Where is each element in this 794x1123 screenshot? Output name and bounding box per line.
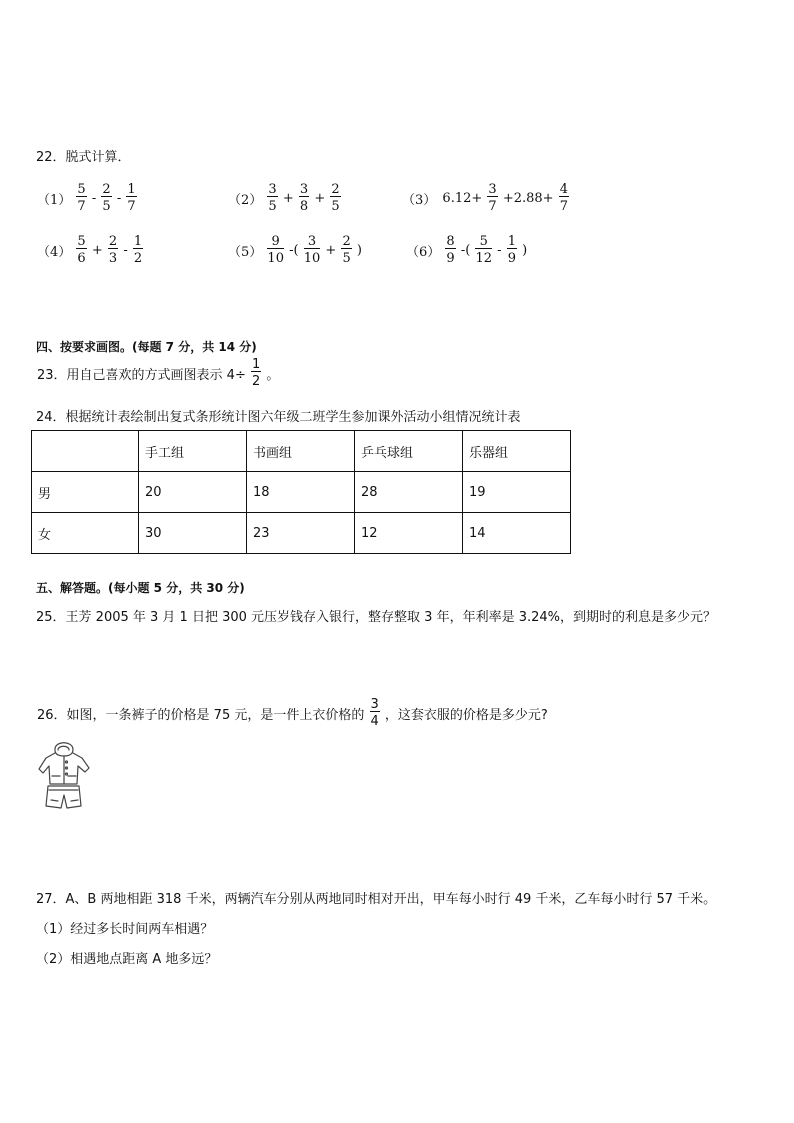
table-cell: 18	[247, 472, 355, 513]
table-header-row	[32, 431, 571, 472]
q22-item-3	[401, 183, 569, 213]
q26-text-b: ，这套衣服的价格是多少元?	[384, 707, 548, 723]
operator: -(	[460, 242, 471, 258]
operator: )	[522, 242, 528, 258]
section-5-title: 五、解答题。(每小题 5 分，共 30 分)	[36, 581, 245, 595]
q22-title: 22．脱式计算．	[36, 150, 131, 165]
operator: -	[123, 242, 128, 258]
table-header-cell: 乒乓球组	[355, 431, 463, 472]
table-cell: 19	[463, 472, 571, 513]
operator: +	[282, 190, 294, 206]
table-cell: 28	[355, 472, 463, 513]
fraction: $\frac{2}{5}$	[342, 234, 351, 266]
table-cell: 男	[32, 472, 139, 513]
operator: +	[314, 190, 326, 206]
table-header-cell	[32, 431, 139, 472]
q26-text-a: 26．如图，一条裤子的价格是 75 元，是一件上衣价格的	[37, 707, 365, 723]
operator: -(	[289, 242, 299, 258]
table-header-cell: 手工组	[139, 431, 247, 472]
q23-end: 。	[266, 367, 280, 383]
fraction: $\frac{4}{7}$	[559, 182, 568, 214]
fraction: $\frac{3}{5}$	[268, 182, 277, 214]
item-label: （6）	[406, 244, 441, 260]
operator: )	[356, 242, 362, 258]
q24-text: 24．根据统计表绘制出复式条形统计图六年级二班学生参加课外活动小组情况统计表	[36, 410, 521, 425]
item-label: （5）	[228, 244, 263, 260]
fraction: $\frac{2}{5}$	[331, 182, 340, 214]
operator: -	[116, 190, 122, 206]
table-cell: 23	[247, 513, 355, 554]
table-header-cell: 书画组	[247, 431, 355, 472]
fraction: $\frac{1}{2}$	[133, 234, 143, 266]
q22-item-6	[405, 235, 528, 265]
q22-item-2	[227, 183, 341, 213]
table-cell: 14	[463, 513, 571, 554]
q22-item-1	[36, 183, 137, 213]
table-cell: 12	[355, 513, 463, 554]
q27-text: 27．A、B 两地相距 318 千米，两辆汽车分别从两地同时相对开出，甲车每小时行 49 千米，乙车每小时行 57 千米。	[36, 892, 717, 907]
q23-text: 23．用自己喜欢的方式画图表示 4÷	[37, 367, 246, 383]
q22-item-4	[36, 235, 143, 265]
fraction: $\frac{5}{7}$	[77, 182, 86, 214]
fraction: $\frac{3}{4}$	[370, 697, 379, 729]
fraction: $\frac{3}{10}$	[303, 234, 321, 266]
table-row	[32, 513, 571, 554]
fraction: $\frac{2}{5}$	[102, 182, 111, 214]
table-cell: 30	[139, 513, 247, 554]
table-row	[32, 472, 571, 513]
fraction: $\frac{1}{7}$	[127, 182, 136, 214]
prefix-number: 6.12+	[442, 190, 483, 206]
fraction: $\frac{3}{7}$	[488, 182, 497, 214]
fraction: $\frac{5}{6}$	[77, 234, 86, 266]
q23	[36, 358, 280, 388]
item-label: （3）	[402, 192, 437, 208]
q26	[36, 698, 549, 728]
fraction: $\frac{1}{2}$	[251, 357, 261, 389]
operator: -	[91, 190, 97, 206]
fraction: $\frac{2}{3}$	[108, 234, 118, 266]
fraction: $\frac{8}{9}$	[446, 234, 455, 266]
section-4-title: 四、按要求画图。(每题 7 分，共 14 分)	[36, 340, 257, 354]
fraction: $\frac{5}{12}$	[475, 234, 492, 266]
table-cell: 女	[32, 513, 139, 554]
q27-sub2: （2）相遇地点距离 A 地多远？	[36, 952, 218, 967]
q22-item-5	[227, 235, 363, 265]
q27-sub1: （1）经过多长时间两车相遇？	[36, 922, 214, 937]
operator: +	[91, 242, 103, 258]
item-label: （2）	[228, 192, 263, 208]
table-cell: 20	[139, 472, 247, 513]
fraction: $\frac{9}{10}$	[267, 234, 284, 266]
clothes-illustration	[36, 738, 94, 812]
fraction: $\frac{3}{8}$	[299, 182, 309, 214]
table-header-cell: 乐器组	[463, 431, 571, 472]
stats-table	[31, 430, 571, 554]
operator: +	[325, 242, 337, 258]
item-label: （4）	[37, 244, 72, 260]
operator: -	[497, 242, 502, 258]
item-label: （1）	[37, 192, 72, 208]
q25-text: 25．王芳 2005 年 3 月 1 日把 300 元压岁钱存入银行，整存整取 3 年，年利率是 3.24%，到期时的利息是多少元？	[36, 610, 717, 625]
fraction: $\frac{1}{9}$	[507, 234, 516, 266]
middle-number: +2.88+	[502, 190, 554, 206]
